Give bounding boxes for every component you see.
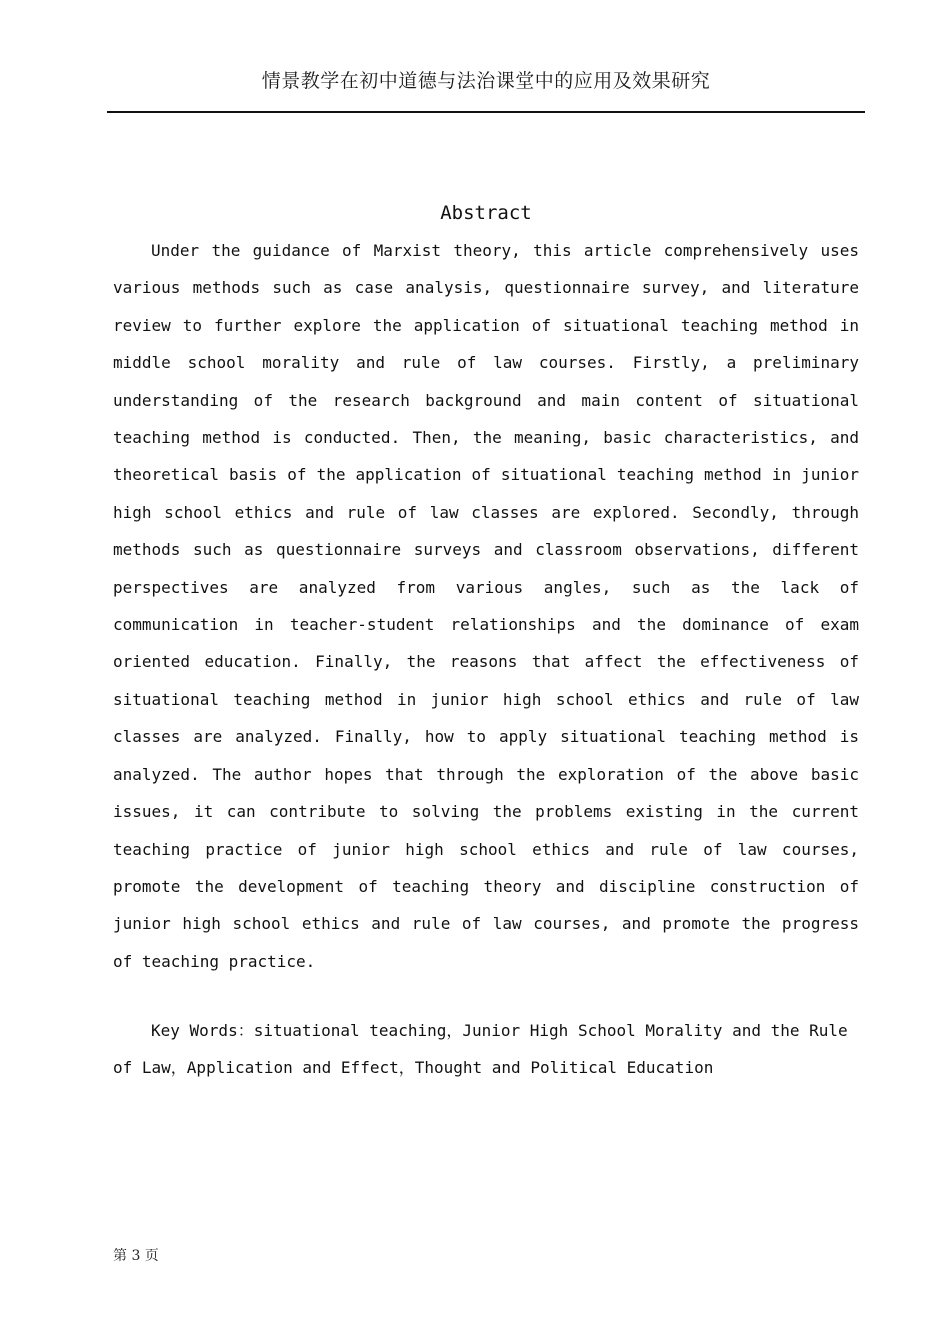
running-header-title: 情景教学在初中道德与法治课堂中的应用及效果研究 [261, 70, 711, 92]
keywords-paragraph: Key Words：situational teaching，Junior High School Morality and the Rule of Law，Application and Effect，Thought and Political Education [113, 1021, 848, 1078]
header-divider [107, 111, 865, 113]
abstract-heading: Abstract [440, 202, 532, 224]
abstract-paragraph: Under the guidance of Marxist theory, this article comprehensively uses various methods such as case analysis, questionnaire survey, and literature review to further explore the application of situational teaching method in middle school morality and rule of law courses. Firstly, a preliminary understanding of the research background and main content of situational teaching method is conducted. Then, the meaning, basic characteristics, and theoretical basis of the application of situational teaching method in junior high school ethics and rule of law classes are explored. Secondly, through methods such as questionnaire surveys and classroom observations, different perspectives are analyzed from various angles, such as the lack of communication in teacher-student relationships and the dominance of exam oriented education. Finally, the reasons that affect the effectiveness of situational teaching method in junior high school ethics and rule of law classes are analyzed. Finally, how to apply situational teaching method is analyzed. The author hopes that through the exploration of the above basic issues, it can contribute to solving the problems existing in the current teaching practice of junior high school ethics and rule of law courses, promote the development of teaching theory and discipline construction of junior high school ethics and rule of law courses, and promote the progress of teaching practice. [113, 241, 859, 971]
page-number: 第 3 页 [113, 1248, 159, 1264]
